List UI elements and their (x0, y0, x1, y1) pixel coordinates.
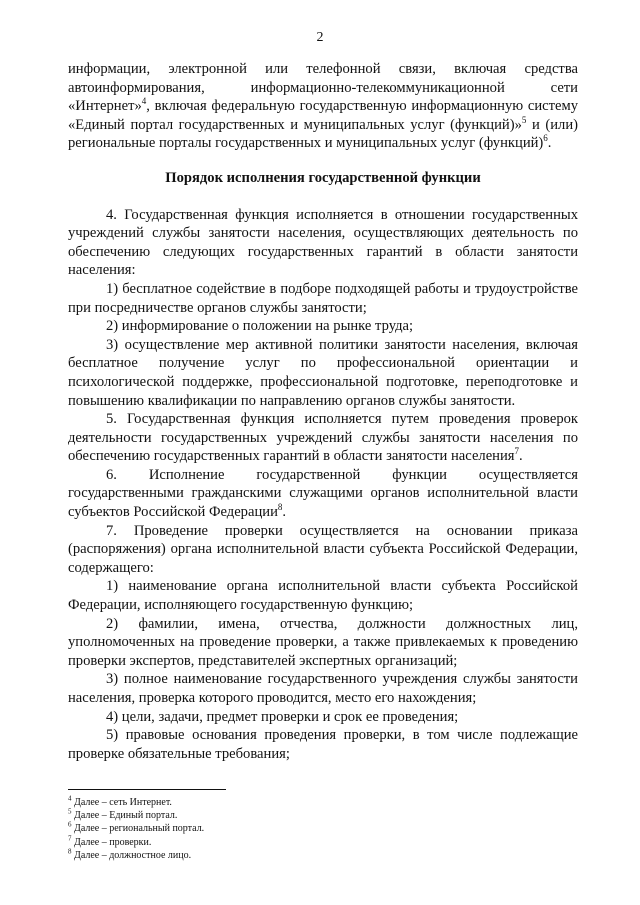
footnote-number: 8 (68, 847, 72, 856)
paragraph-4-item-1: 1) бесплатное содействие в подборе подходящей работы и трудоустройстве при посредничестве органов службы занятости; (68, 280, 578, 316)
section-heading: Порядок исполнения государственной функции (165, 169, 481, 186)
footnote-text: Далее – Единый портал. (71, 810, 178, 822)
intro-text-b: , включая федеральную государственную информационную систему «Единый портал государственных и муниципальных услуг (функций)» (68, 98, 578, 133)
footnote-ref-7[interactable]: 7 (514, 446, 520, 457)
paragraph-4-item-3: 3) осуществление мер активной политики занятости населения, включая бесплатное получение услуг по профессиональной ориентации и психологической поддержке, профессиональной подготовке, переподготовке и повышению квалификации по направлению органов службы занятости. (68, 336, 578, 409)
footnote-text: Далее – должностное лицо. (71, 849, 192, 861)
paragraph-4: 4. Государственная функция исполняется в отношении государственных учреждений службы занятости населения, осуществляющих деятельность по обеспечению следующих государственных гарантий в области занятости населения: (68, 206, 578, 279)
footnotes (68, 796, 468, 862)
page-number: 2 (316, 30, 324, 45)
footnote-text: Далее – проверки. (71, 836, 152, 848)
paragraph-6-end: . (282, 504, 287, 521)
footnote-item (68, 796, 468, 809)
document-body (68, 60, 578, 763)
footnote-number: 4 (68, 794, 72, 803)
paragraph-4-item-2: 2) информирование о положении на рынке труда; (106, 318, 414, 335)
footnote-item (68, 849, 468, 862)
paragraph-7-item-4: 4) цели, задачи, предмет проверки и срок ее проведения; (106, 708, 459, 725)
paragraph-5-text: 5. Государственная функция исполняется путем проведения проверок деятельности государственных учреждений службы занятости населения по обеспечению государственных гарантий в области занятости населения (68, 411, 578, 465)
paragraph-5 (68, 410, 578, 466)
paragraph-7-item-5: 5) правовые основания проведения проверки, в том числе подлежащие проверке обязательные требования; (68, 727, 578, 762)
intro-text-a: информации, электронной или телефонной связи, включая средства автоинформирования, информационно-телекоммуникационной сети «Интернет» (68, 61, 578, 115)
footnote-separator (68, 789, 226, 790)
paragraph-7-item-3: 3) полное наименование государственного учреждения службы занятости населения, проверка которого проводится, место его нахождения; (68, 671, 578, 706)
paragraph-7-item-2: 2) фамилии, имена, отчества, должности должностных лиц, уполномоченных на проведение проверки, а также привлекаемых к проведению проверки экспертов, представителей экспертных организаций; (68, 615, 578, 669)
footnote-ref-5[interactable]: 5 (521, 114, 527, 125)
footnote-number: 6 (68, 821, 72, 830)
intro-paragraph (68, 60, 578, 153)
footnote-number: 5 (68, 807, 72, 816)
paragraph-5-end: . (519, 448, 523, 465)
footnote-ref-6[interactable]: 6 (543, 133, 548, 144)
intro-end: . (547, 135, 552, 152)
footnote-item (68, 836, 468, 849)
footnote-ref-4[interactable]: 4 (141, 96, 147, 107)
footnote-item (68, 809, 468, 822)
paragraph-7-item-1: 1) наименование органа исполнительной власти субъекта Российской Федерации, исполняющего государственную функцию; (68, 578, 578, 614)
paragraph-6 (68, 466, 578, 522)
footnote-number: 7 (68, 834, 72, 843)
footnote-ref-8[interactable]: 8 (277, 502, 283, 513)
paragraph-7: 7. Проведение проверки осуществляется на основании приказа (распоряжения) органа исполнительной власти субъекта Российской Федерации, содержащего: (68, 522, 578, 576)
footnote-text: Далее – сеть Интернет. (71, 797, 172, 808)
footnote-item (68, 822, 468, 835)
footnote-text: Далее – региональный портал. (71, 823, 205, 835)
paragraph-6-text: 6. Исполнение государственной функции осуществляется государственными гражданскими служащими органов исполнительной власти субъектов Российской Федерации (68, 466, 578, 521)
intro-text-c: и (или) региональные порталы государственных и муниципальных услуг (функций) (68, 116, 578, 152)
